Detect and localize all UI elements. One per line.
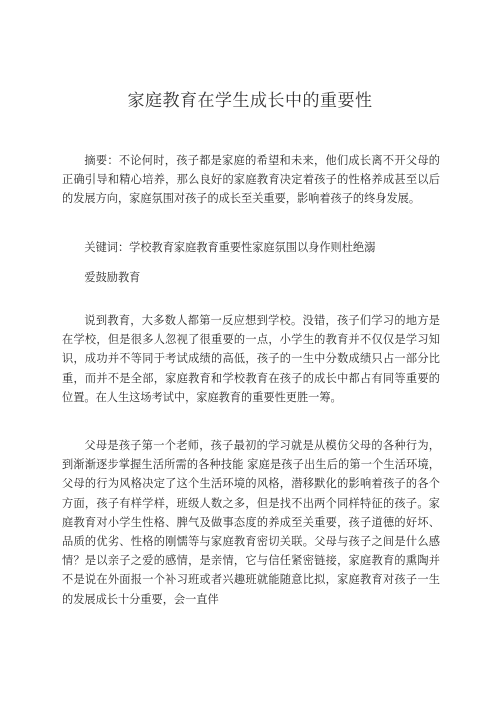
abstract-paragraph: 摘要：不论何时，孩子都是家庭的希望和未来，他们成长离不开父母的正确引导和精心培养，那么良好的家庭教育决定着孩子的性格养成甚至以后的发展方向，家庭氛围对孩子的成长至关重要，影响着孩子的终身发展。 (62, 154, 440, 206)
keywords-continuation: 爱鼓励教育 (84, 271, 141, 284)
document-title: 家庭教育在学生成长中的重要性 (127, 91, 373, 111)
keywords-line: 关键词：学校教育家庭教育重要性家庭氛围以身作则杜绝溺 (84, 241, 376, 254)
body-paragraph-1: 说到教育，大多数人都第一反应想到学校。没错，孩子们学习的地方是在学校，但是很多人忽视了很重要的一点，小学生的教育并不仅仅是学习知识，成功并不等同于考试成绩的高低，孩子的一生中分数成绩只占一部分比重，而并不是全部，家庭教育和学校教育在孩子的成长中都占有同等重要的位置。在人生这场考试中，家庭教育的重要性更胜一筹。 (62, 314, 440, 404)
body-paragraph-2: 父母是孩子第一个老师，孩子最初的学习就是从模仿父母的各种行为，到渐渐逐步掌握生活所需的各种技能 家庭是孩子出生后的第一个生活环境，父母的行为风格决定了这个生活环境的风格，潜移默化的影响着孩子的各个方面，孩子有样学样，班级人数之多，但是找不出两个同样特征的孩子。家庭教育对小学生性格、脾气及做事态度的养成至关重要，孩子道德的好坏、品质的优劣、性格的刚懦等与家庭教育密切关联。父母与孩子之间是什么感情？是以亲子之爱的感情，是亲情，它与信任紧密链接，家庭教育的熏陶并不是说在外面报一个补习班或者兴趣班就能随意比拟，家庭教育对孩子一生的发展成长十分重要，会一直伴 (62, 439, 440, 606)
